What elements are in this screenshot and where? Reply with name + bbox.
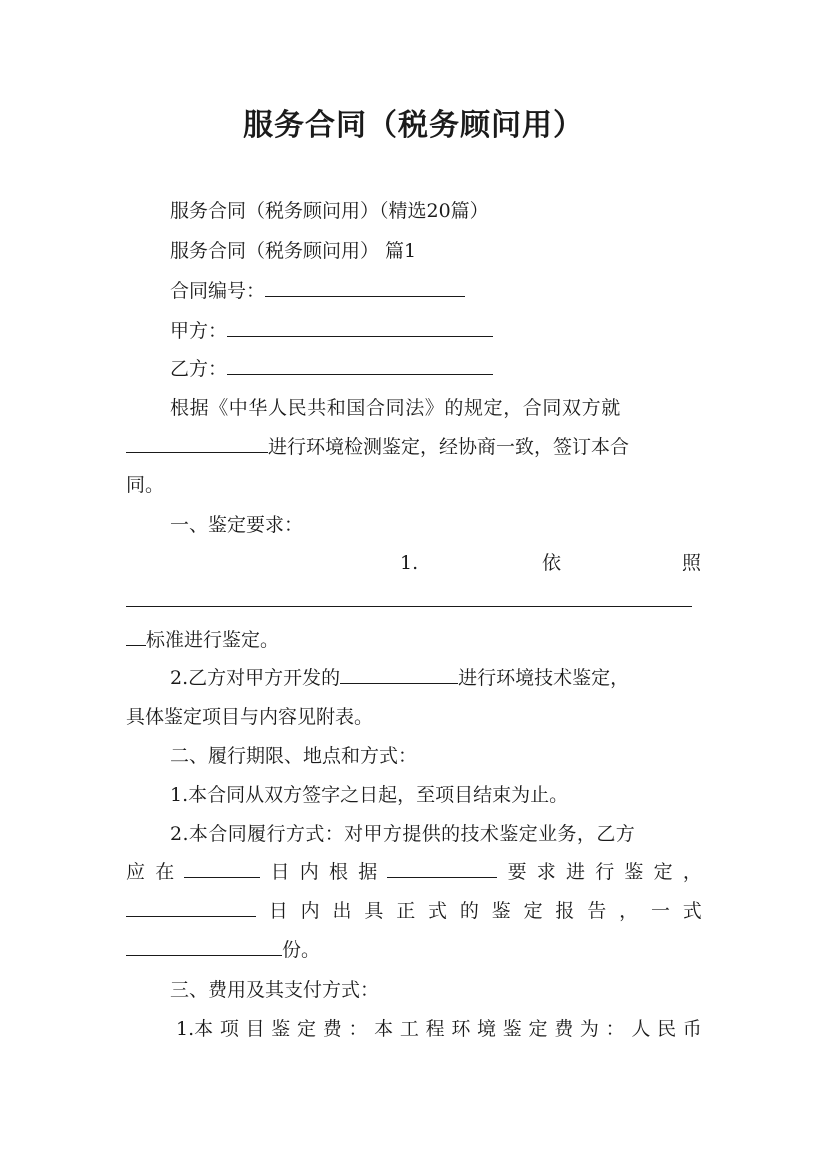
char: 定 <box>297 1018 317 1040</box>
char: 据 <box>358 861 378 883</box>
intro-line-1: 根据《中华人民共和国合同法》的规定，合同双方就 <box>170 397 621 419</box>
term-2-line-4 <box>126 937 320 963</box>
copies-blank <box>126 937 282 956</box>
section-1-heading: 一、鉴定要求： <box>170 514 304 536</box>
char: 正 <box>396 900 416 922</box>
char: 内 <box>299 861 319 883</box>
char: 要 <box>507 861 527 883</box>
char: 行 <box>595 861 615 883</box>
char: 鉴 <box>502 1018 522 1040</box>
req1-word-2: 照 <box>682 552 702 574</box>
char: 内 <box>300 900 320 922</box>
intro-line-3: 同。 <box>126 474 165 496</box>
requirement-blank <box>387 859 497 878</box>
section-2-heading: 二、履行期限、地点和方式： <box>170 745 418 767</box>
char: 程 <box>425 1018 445 1040</box>
req1-line-3 <box>126 627 279 653</box>
term-2-line-4-text: 份。 <box>282 939 321 961</box>
req1-word-1: 依 <box>542 552 562 574</box>
char: 具 <box>364 900 384 922</box>
intro-line-2 <box>126 434 629 460</box>
char: 费 <box>322 1018 342 1040</box>
document-subtitle: 服务合同（税务顾问用）（精选20篇） <box>170 200 489 222</box>
char: 鉴 <box>271 1018 291 1040</box>
req1-standard-blank-tail <box>126 627 146 646</box>
char: 根 <box>329 861 349 883</box>
intro-subject-blank <box>126 434 268 453</box>
char: 环 <box>451 1018 471 1040</box>
party-b-row <box>170 356 493 382</box>
char: ， <box>619 900 639 922</box>
char: 的 <box>459 900 479 922</box>
req1-line-2 <box>126 588 692 614</box>
party-a-blank <box>227 318 493 337</box>
char: ： <box>348 1018 368 1040</box>
req1-num: 1. <box>400 552 419 574</box>
char: ： <box>605 1018 625 1040</box>
char: 日 <box>270 861 290 883</box>
char: 币 <box>682 1018 702 1040</box>
char: 求 <box>536 861 556 883</box>
char: 式 <box>428 900 448 922</box>
intro-line-2-text: 进行环境检测鉴定，经协商一致，签订本合 <box>268 436 630 458</box>
term-2-line-1: 2.本合同履行方式：对甲方提供的技术鉴定业务，乙方 <box>170 823 636 845</box>
char: 式 <box>682 900 702 922</box>
days-blank-1 <box>184 859 260 878</box>
char: 一 <box>650 900 670 922</box>
term-2-line-2 <box>126 859 702 885</box>
days-blank-2 <box>126 898 256 917</box>
section-3-heading: 三、费用及其支付方式： <box>170 979 380 1001</box>
contract-number-label: 合同编号： <box>170 280 266 302</box>
char: 出 <box>332 900 352 922</box>
char: 境 <box>477 1018 497 1040</box>
document-title: 服务合同（税务顾问用） <box>243 108 584 143</box>
char: 告 <box>587 900 607 922</box>
contract-number-blank <box>265 278 465 297</box>
char: 定 <box>523 900 543 922</box>
char: 费 <box>554 1018 574 1040</box>
char: 进 <box>566 861 586 883</box>
char: 目 <box>245 1018 265 1040</box>
char: 鉴 <box>491 900 511 922</box>
char: 人 <box>631 1018 651 1040</box>
char: 民 <box>657 1018 677 1040</box>
char: 报 <box>555 900 575 922</box>
party-a-row <box>170 318 493 344</box>
char: 工 <box>399 1018 419 1040</box>
char: 定 <box>653 861 673 883</box>
char: 本 <box>374 1018 394 1040</box>
char: 在 <box>155 861 175 883</box>
term-2-line-3 <box>126 898 702 924</box>
req2-line-2: 具体鉴定项目与内容见附表。 <box>126 706 374 728</box>
char: 日 <box>268 900 288 922</box>
char: 1.本 <box>176 1018 214 1040</box>
req2-suffix: 进行环境技术鉴定， <box>458 667 630 689</box>
char: 应 <box>126 861 146 883</box>
char: 定 <box>528 1018 548 1040</box>
char: ， <box>682 861 702 883</box>
req2-object-blank <box>340 665 458 684</box>
req2-prefix: 2.乙方对甲方开发的 <box>170 667 341 689</box>
char: 为 <box>579 1018 599 1040</box>
req1-standard-blank <box>126 588 692 607</box>
party-a-label: 甲方： <box>170 320 228 342</box>
party-b-label: 乙方： <box>170 358 228 380</box>
term-1: 1.本合同从双方签字之日起，至项目结束为止。 <box>170 784 569 806</box>
char: 项 <box>219 1018 239 1040</box>
req1-line-3-text: 标准进行鉴定。 <box>146 629 280 651</box>
section-heading: 服务合同（税务顾问用） 篇1 <box>170 240 417 262</box>
req2-line-1 <box>170 665 629 691</box>
party-b-blank <box>227 356 493 375</box>
char: 鉴 <box>624 861 644 883</box>
fee-line <box>176 1016 702 1042</box>
contract-number-row <box>170 278 465 304</box>
